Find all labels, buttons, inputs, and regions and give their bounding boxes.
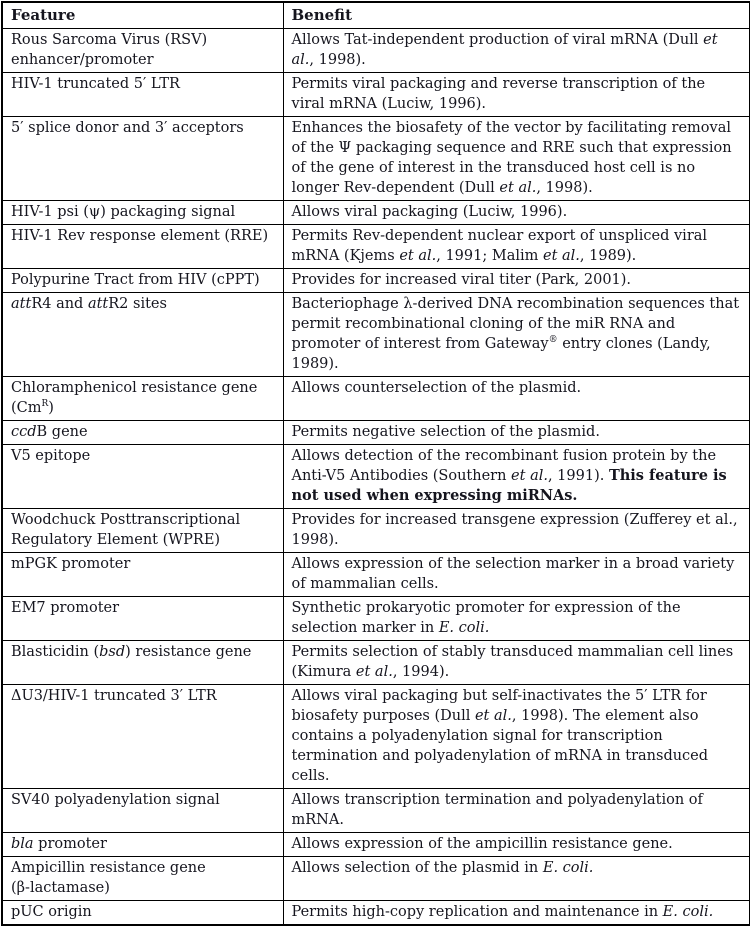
feature-cell: HIV-1 psi (ψ) packaging signal <box>2 201 283 225</box>
feature-cell: Ampicillin resistance gene (β-lactamase) <box>2 857 283 901</box>
table-row <box>2 269 750 293</box>
table-row <box>2 685 750 789</box>
table-row <box>2 201 750 225</box>
benefit-cell: Allows Tat-independent production of viral mRNA (Dull et al., 1998). <box>283 29 750 73</box>
table-row <box>2 73 750 117</box>
benefit-cell: Allows transcription termination and polyadenylation of mRNA. <box>283 789 750 833</box>
table-row <box>2 377 750 421</box>
feature-cell: HIV-1 truncated 5′ LTR <box>2 73 283 117</box>
feature-column-header: Feature <box>2 2 283 29</box>
benefit-cell: Allows viral packaging (Luciw, 1996). <box>283 201 750 225</box>
feature-cell: HIV-1 Rev response element (RRE) <box>2 225 283 269</box>
benefit-cell: Permits selection of stably transduced mammalian cell lines (Kimura et al., 1994). <box>283 641 750 685</box>
table-row <box>2 117 750 201</box>
benefit-cell: Permits Rev-dependent nuclear export of unspliced viral mRNA (Kjems et al., 1991; Malim et al., 1989). <box>283 225 750 269</box>
table-row <box>2 901 750 926</box>
benefit-cell: Synthetic prokaryotic promoter for expression of the selection marker in E. coli. <box>283 597 750 641</box>
table-row <box>2 641 750 685</box>
feature-cell: SV40 polyadenylation signal <box>2 789 283 833</box>
features-benefits-table <box>1 1 750 926</box>
benefit-cell: Allows selection of the plasmid in E. coli. <box>283 857 750 901</box>
benefit-cell: Allows counterselection of the plasmid. <box>283 377 750 421</box>
feature-cell: pUC origin <box>2 901 283 926</box>
benefit-cell: Bacteriophage λ-derived DNA recombination sequences that permit recombinational cloning of the miR RNA and promoter of interest from Gateway® entry clones (Landy, 1989). <box>283 293 750 377</box>
table-row <box>2 445 750 509</box>
feature-cell: ccdB gene <box>2 421 283 445</box>
feature-cell: Polypurine Tract from HIV (cPPT) <box>2 269 283 293</box>
feature-cell: Chloramphenicol resistance gene $(Cm^R)$ <box>2 377 283 421</box>
benefit-cell: Allows viral packaging but self-inactivates the 5′ LTR for biosafety purposes (Dull et al., 1998). The element also contains a polyadenylation signal for transcription termination and polyadenylation of mRNA in transduced cells. <box>283 685 750 789</box>
benefit-cell: Permits negative selection of the plasmid. <box>283 421 750 445</box>
benefit-cell: Allows detection of the recombinant fusion protein by the Anti-V5 Antibodies (Southern et al., 1991). This feature is not used when expressing miRNAs. <box>283 445 750 509</box>
benefit-cell: Permits viral packaging and reverse transcription of the viral mRNA (Luciw, 1996). <box>283 73 750 117</box>
feature-cell: Blasticidin (bsd) resistance gene <box>2 641 283 685</box>
table-row <box>2 421 750 445</box>
table-body <box>2 29 750 926</box>
header-row <box>2 2 750 29</box>
feature-cell: Rous Sarcoma Virus (RSV) enhancer/promoter <box>2 29 283 73</box>
table-row <box>2 789 750 833</box>
table-header <box>2 2 750 29</box>
feature-cell: 5′ splice donor and 3′ acceptors <box>2 117 283 201</box>
table-row <box>2 857 750 901</box>
table-row <box>2 293 750 377</box>
benefit-cell: Provides for increased viral titer (Park, 2001). <box>283 269 750 293</box>
feature-cell: mPGK promoter <box>2 553 283 597</box>
benefit-cell: Permits high-copy replication and maintenance in E. coli. <box>283 901 750 926</box>
table-row <box>2 553 750 597</box>
feature-cell: bla promoter <box>2 833 283 857</box>
table-row <box>2 833 750 857</box>
benefit-column-header: Benefit <box>283 2 750 29</box>
table-row <box>2 509 750 553</box>
benefit-cell: Allows expression of the ampicillin resistance gene. <box>283 833 750 857</box>
benefit-cell: Provides for increased transgene expression (Zufferey et al., 1998). <box>283 509 750 553</box>
benefit-cell: Enhances the biosafety of the vector by facilitating removal of the Ψ packaging sequence and RRE such that expression of the gene of interest in the transduced host cell is no longer Rev-dependent (Dull et al., 1998). <box>283 117 750 201</box>
feature-cell: V5 epitope <box>2 445 283 509</box>
table-row <box>2 597 750 641</box>
feature-cell: EM7 promoter <box>2 597 283 641</box>
feature-cell: ΔU3/HIV-1 truncated 3′ LTR <box>2 685 283 789</box>
feature-cell: attR4 and attR2 sites <box>2 293 283 377</box>
table-row <box>2 29 750 73</box>
table-row <box>2 225 750 269</box>
benefit-cell: Allows expression of the selection marker in a broad variety of mammalian cells. <box>283 553 750 597</box>
feature-cell: Woodchuck Posttranscriptional Regulatory Element (WPRE) <box>2 509 283 553</box>
